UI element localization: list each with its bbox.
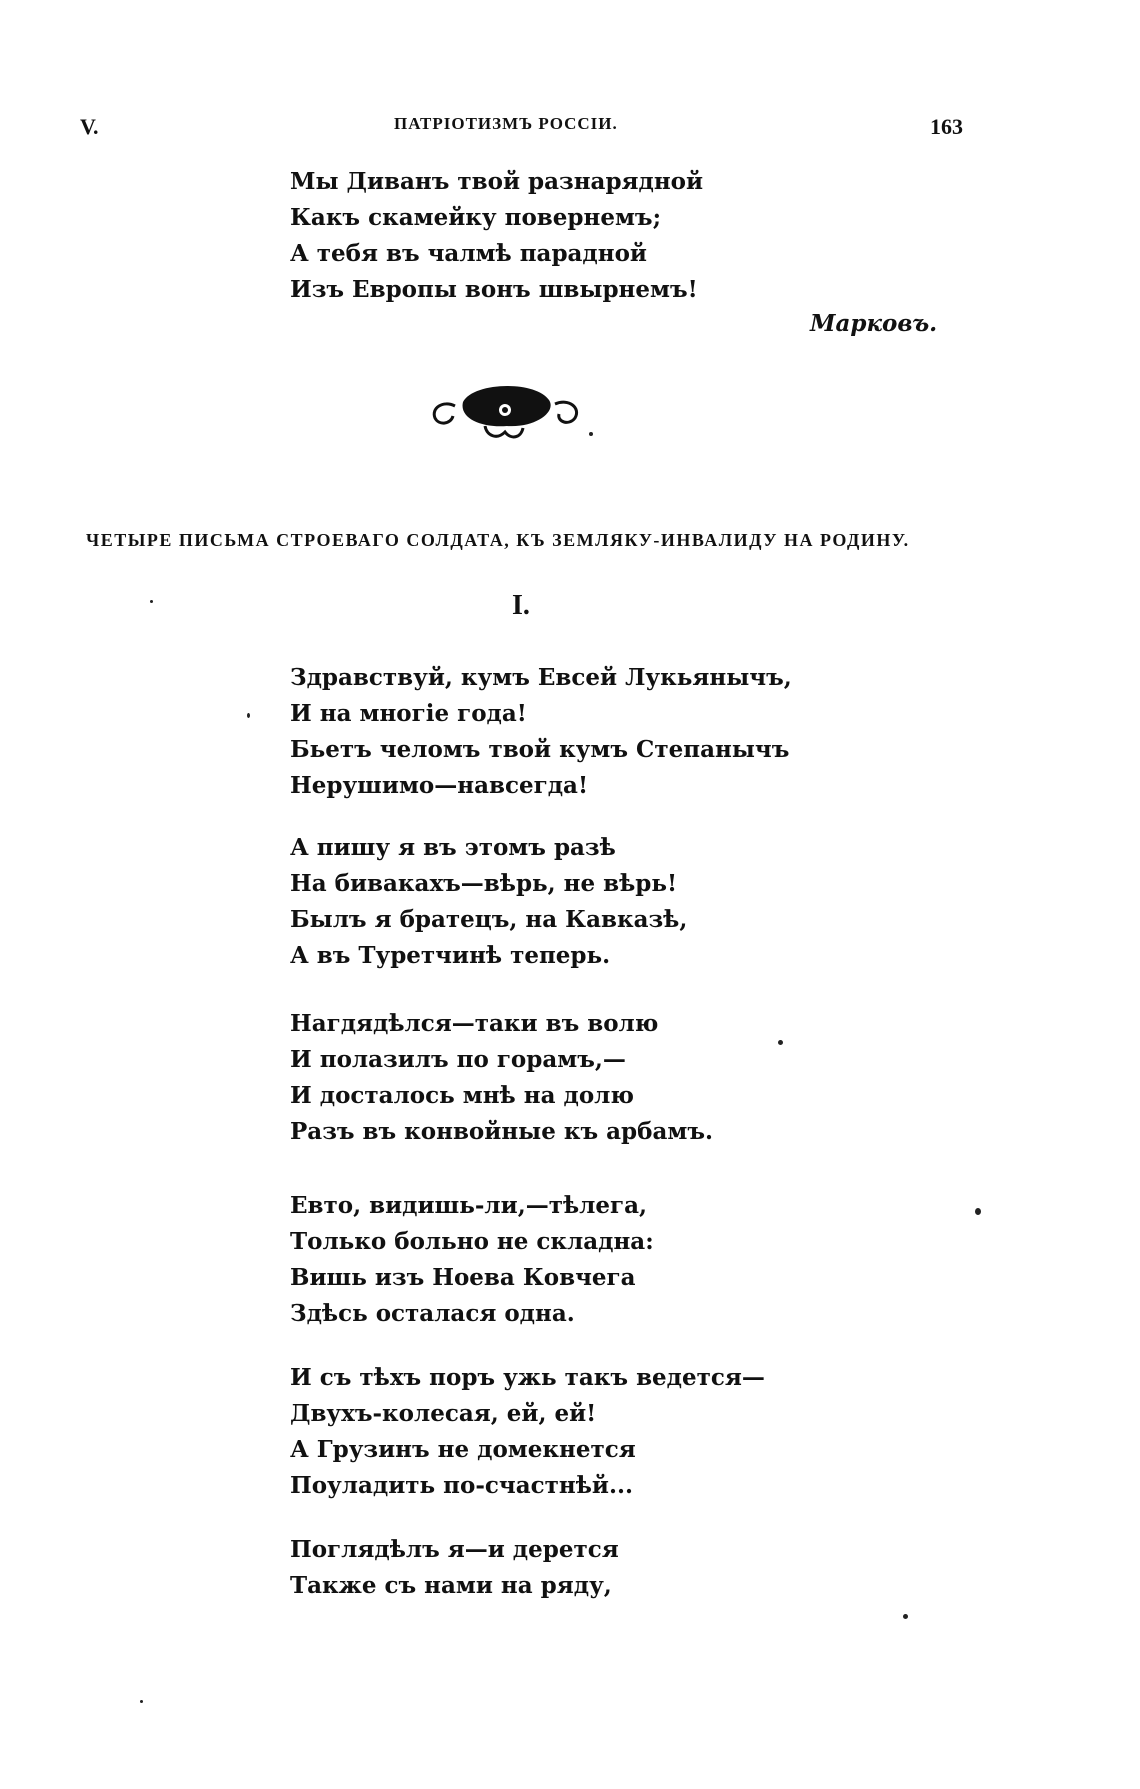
poem-line: А въ Туретчинѣ теперь. [290, 942, 611, 969]
poem-line: И досталось мнѣ на долю [290, 1082, 634, 1109]
letters-title: ЧЕТЫРЕ ПИСЬМА СТРОЕВАГО СОЛДАТА, КЪ ЗЕМЛЯКУ-ИНВАЛИДУ НА РОДИНУ. [86, 530, 910, 550]
stanza-6 [290, 1532, 619, 1604]
poem-line: Здѣсь осталася одна. [290, 1300, 575, 1327]
poem-line: Изъ Европы вонъ швырнемъ! [290, 276, 698, 303]
poem-line: А пишу я въ этомъ разѣ [290, 834, 616, 861]
poem-line: Мы Диванъ твой разнарядной [290, 168, 704, 195]
section-number: I. [512, 590, 530, 621]
poem-line: Разъ въ конвойные къ арбамъ. [290, 1118, 713, 1145]
poem-line: Какъ скамейку повернемъ; [290, 204, 662, 231]
scan-speck [589, 432, 593, 436]
stanza-4 [290, 1188, 654, 1332]
stanza-5 [290, 1360, 765, 1504]
poem-line: Здравствуй, кумъ Евсей Лукьянычъ, [290, 664, 792, 691]
poem-line: И полазилъ по горамъ,— [290, 1046, 626, 1073]
stanza-1 [290, 660, 792, 804]
author-signature: Марковъ. [810, 310, 938, 337]
scan-speck [140, 1700, 143, 1703]
poem-line: А Грузинъ не домекнется [290, 1436, 636, 1463]
header-chapter: V. [80, 114, 99, 139]
top-poem-stanza [290, 164, 703, 308]
poem-line: Только больно не складна: [290, 1228, 654, 1255]
poem-line: Нерушимо—навсегда! [290, 772, 589, 799]
scan-speck [150, 600, 153, 603]
poem-line: На бивакахъ—вѣрь, не вѣрь! [290, 870, 678, 897]
scan-speck [247, 713, 250, 718]
header-running-title: ПАТРІОТИЗМЪ РОССІИ. [394, 114, 618, 133]
poem-line: И на многіе года! [290, 700, 527, 727]
poem-line: Бьетъ челомъ твой кумъ Степанычъ [290, 736, 790, 763]
scan-speck [903, 1614, 908, 1619]
scan-speck [778, 1040, 783, 1045]
poem-line: Также съ нами на ряду, [290, 1572, 612, 1599]
poem-line: Поуладить по-счастнѣй... [290, 1472, 633, 1499]
poem-line: Нагдядѣлся—таки въ волю [290, 1010, 659, 1037]
poem-line: И съ тѣхъ поръ ужь такъ ведется— [290, 1364, 765, 1391]
stanza-2 [290, 830, 687, 974]
poem-line: А тебя въ чалмѣ парадной [290, 240, 647, 267]
page-number: 163 [930, 114, 963, 139]
poem-line: Былъ я братецъ, на Кавказѣ, [290, 906, 688, 933]
poem-line: Двухъ-колесая, ей, ей! [290, 1400, 597, 1427]
poem-line: Евто, видишь-ли,—тѣлега, [290, 1192, 647, 1219]
poem-line: Вишь изъ Ноева Ковчега [290, 1264, 636, 1291]
ornament-vignette [425, 372, 585, 446]
scan-speck [975, 1208, 981, 1215]
poem-line: Поглядѣлъ я—и дерется [290, 1536, 619, 1563]
stanza-3 [290, 1006, 713, 1150]
